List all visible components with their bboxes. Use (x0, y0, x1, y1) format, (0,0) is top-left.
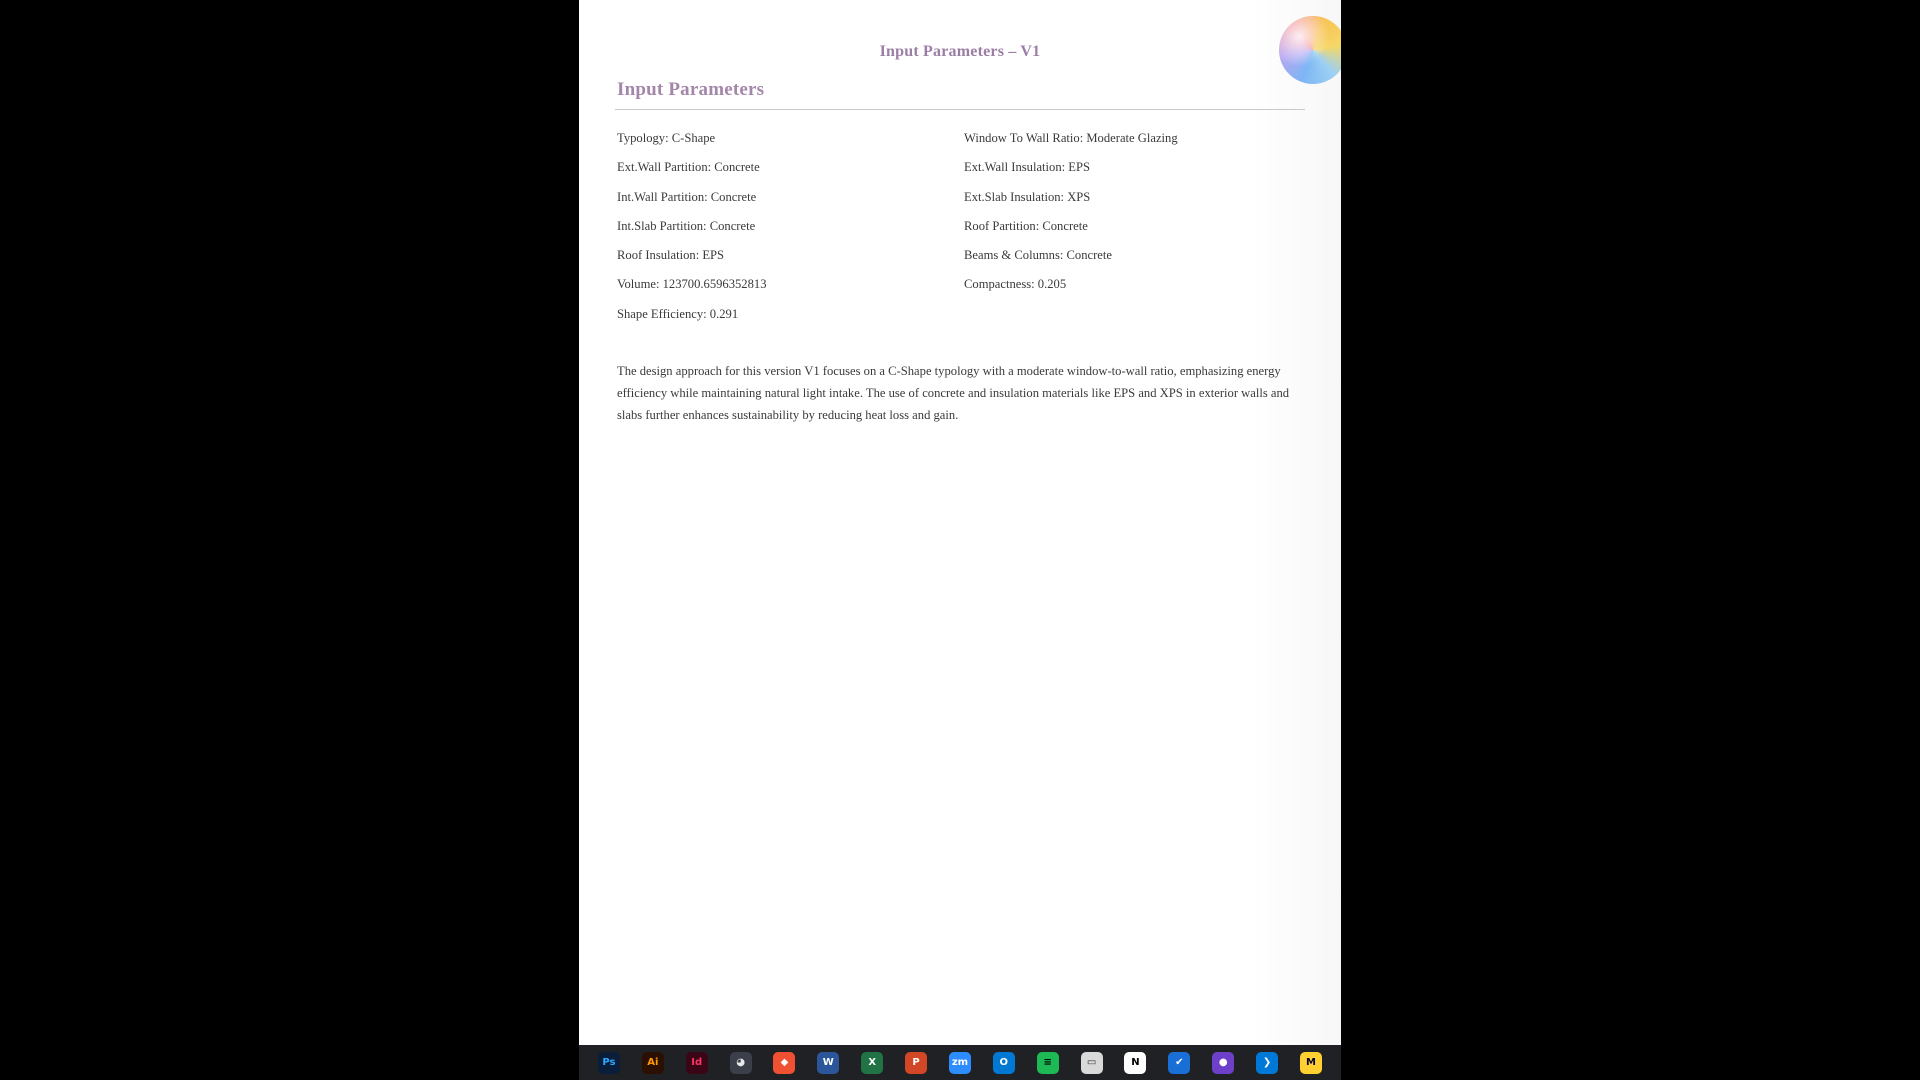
git-icon[interactable]: ◆ (773, 1052, 795, 1074)
param-int-wall-partition: Int.Wall Partition: Concrete (617, 189, 757, 204)
param-compactness: Compactness: 0.205 (964, 277, 1067, 292)
param-ext-slab-insulation: Ext.Slab Insulation: XPS (964, 189, 1091, 204)
param-ext-wall-insulation: Ext.Wall Insulation: EPS (964, 160, 1090, 175)
section-divider (615, 109, 1305, 110)
param-volume: Volume: 123700.6596352813 (617, 277, 767, 292)
section-title: Input Parameters (617, 79, 765, 100)
vscode-icon[interactable]: ❯ (1256, 1052, 1278, 1074)
spotify-icon[interactable]: ≡ (1037, 1052, 1059, 1074)
design-description: The design approach for this version V1 focuses on a C-Shape typology with a moderate window-to-wall ratio, emphasizing energy efficiency while maintaining natural light intake. The use of concrete and insulation materials like EPS and XPS in exterior walls and slabs further enhances sustainability by reducing heat loss and gain. (617, 363, 1290, 422)
document-title: Input Parameters – V1 (879, 43, 1041, 60)
zoom-icon[interactable]: zm (949, 1052, 971, 1074)
parameters-list (617, 129, 1317, 334)
param-roof-insulation: Roof Insulation: EPS (617, 248, 725, 263)
param-typology: Typology: C-Shape (617, 131, 716, 145)
remote-desktop-icon[interactable]: ▭ (1081, 1052, 1103, 1074)
param-ext-wall-partition: Ext.Wall Partition: Concrete (617, 160, 760, 175)
notion-icon[interactable]: N (1124, 1052, 1146, 1074)
tasks-check-icon[interactable]: ✔ (1168, 1052, 1190, 1074)
param-shape-efficiency: Shape Efficiency: 0.291 (617, 306, 739, 321)
document-page[interactable] (579, 0, 1341, 1045)
param-beams-columns: Beams & Columns: Concrete (964, 248, 1112, 263)
miro-icon[interactable]: M (1300, 1052, 1322, 1074)
excel-icon[interactable]: X (861, 1052, 883, 1074)
param-roof-partition: Roof Partition: Concrete (964, 218, 1088, 233)
param-int-slab-partition: Int.Slab Partition: Concrete (617, 218, 756, 233)
powerpoint-icon[interactable]: P (905, 1052, 927, 1074)
param-window-to-wall-ratio: Window To Wall Ratio: Moderate Glazing (964, 131, 1178, 145)
dock (579, 1045, 1341, 1080)
davinci-resolve-icon[interactable]: ◕ (730, 1052, 752, 1074)
outlook-icon[interactable]: O (993, 1052, 1015, 1074)
photoshop-icon[interactable]: Ps (598, 1052, 620, 1074)
github-icon[interactable]: ● (1212, 1052, 1234, 1074)
indesign-icon[interactable]: Id (686, 1052, 708, 1074)
illustrator-icon[interactable]: Ai (642, 1052, 664, 1074)
word-icon[interactable]: W (817, 1052, 839, 1074)
